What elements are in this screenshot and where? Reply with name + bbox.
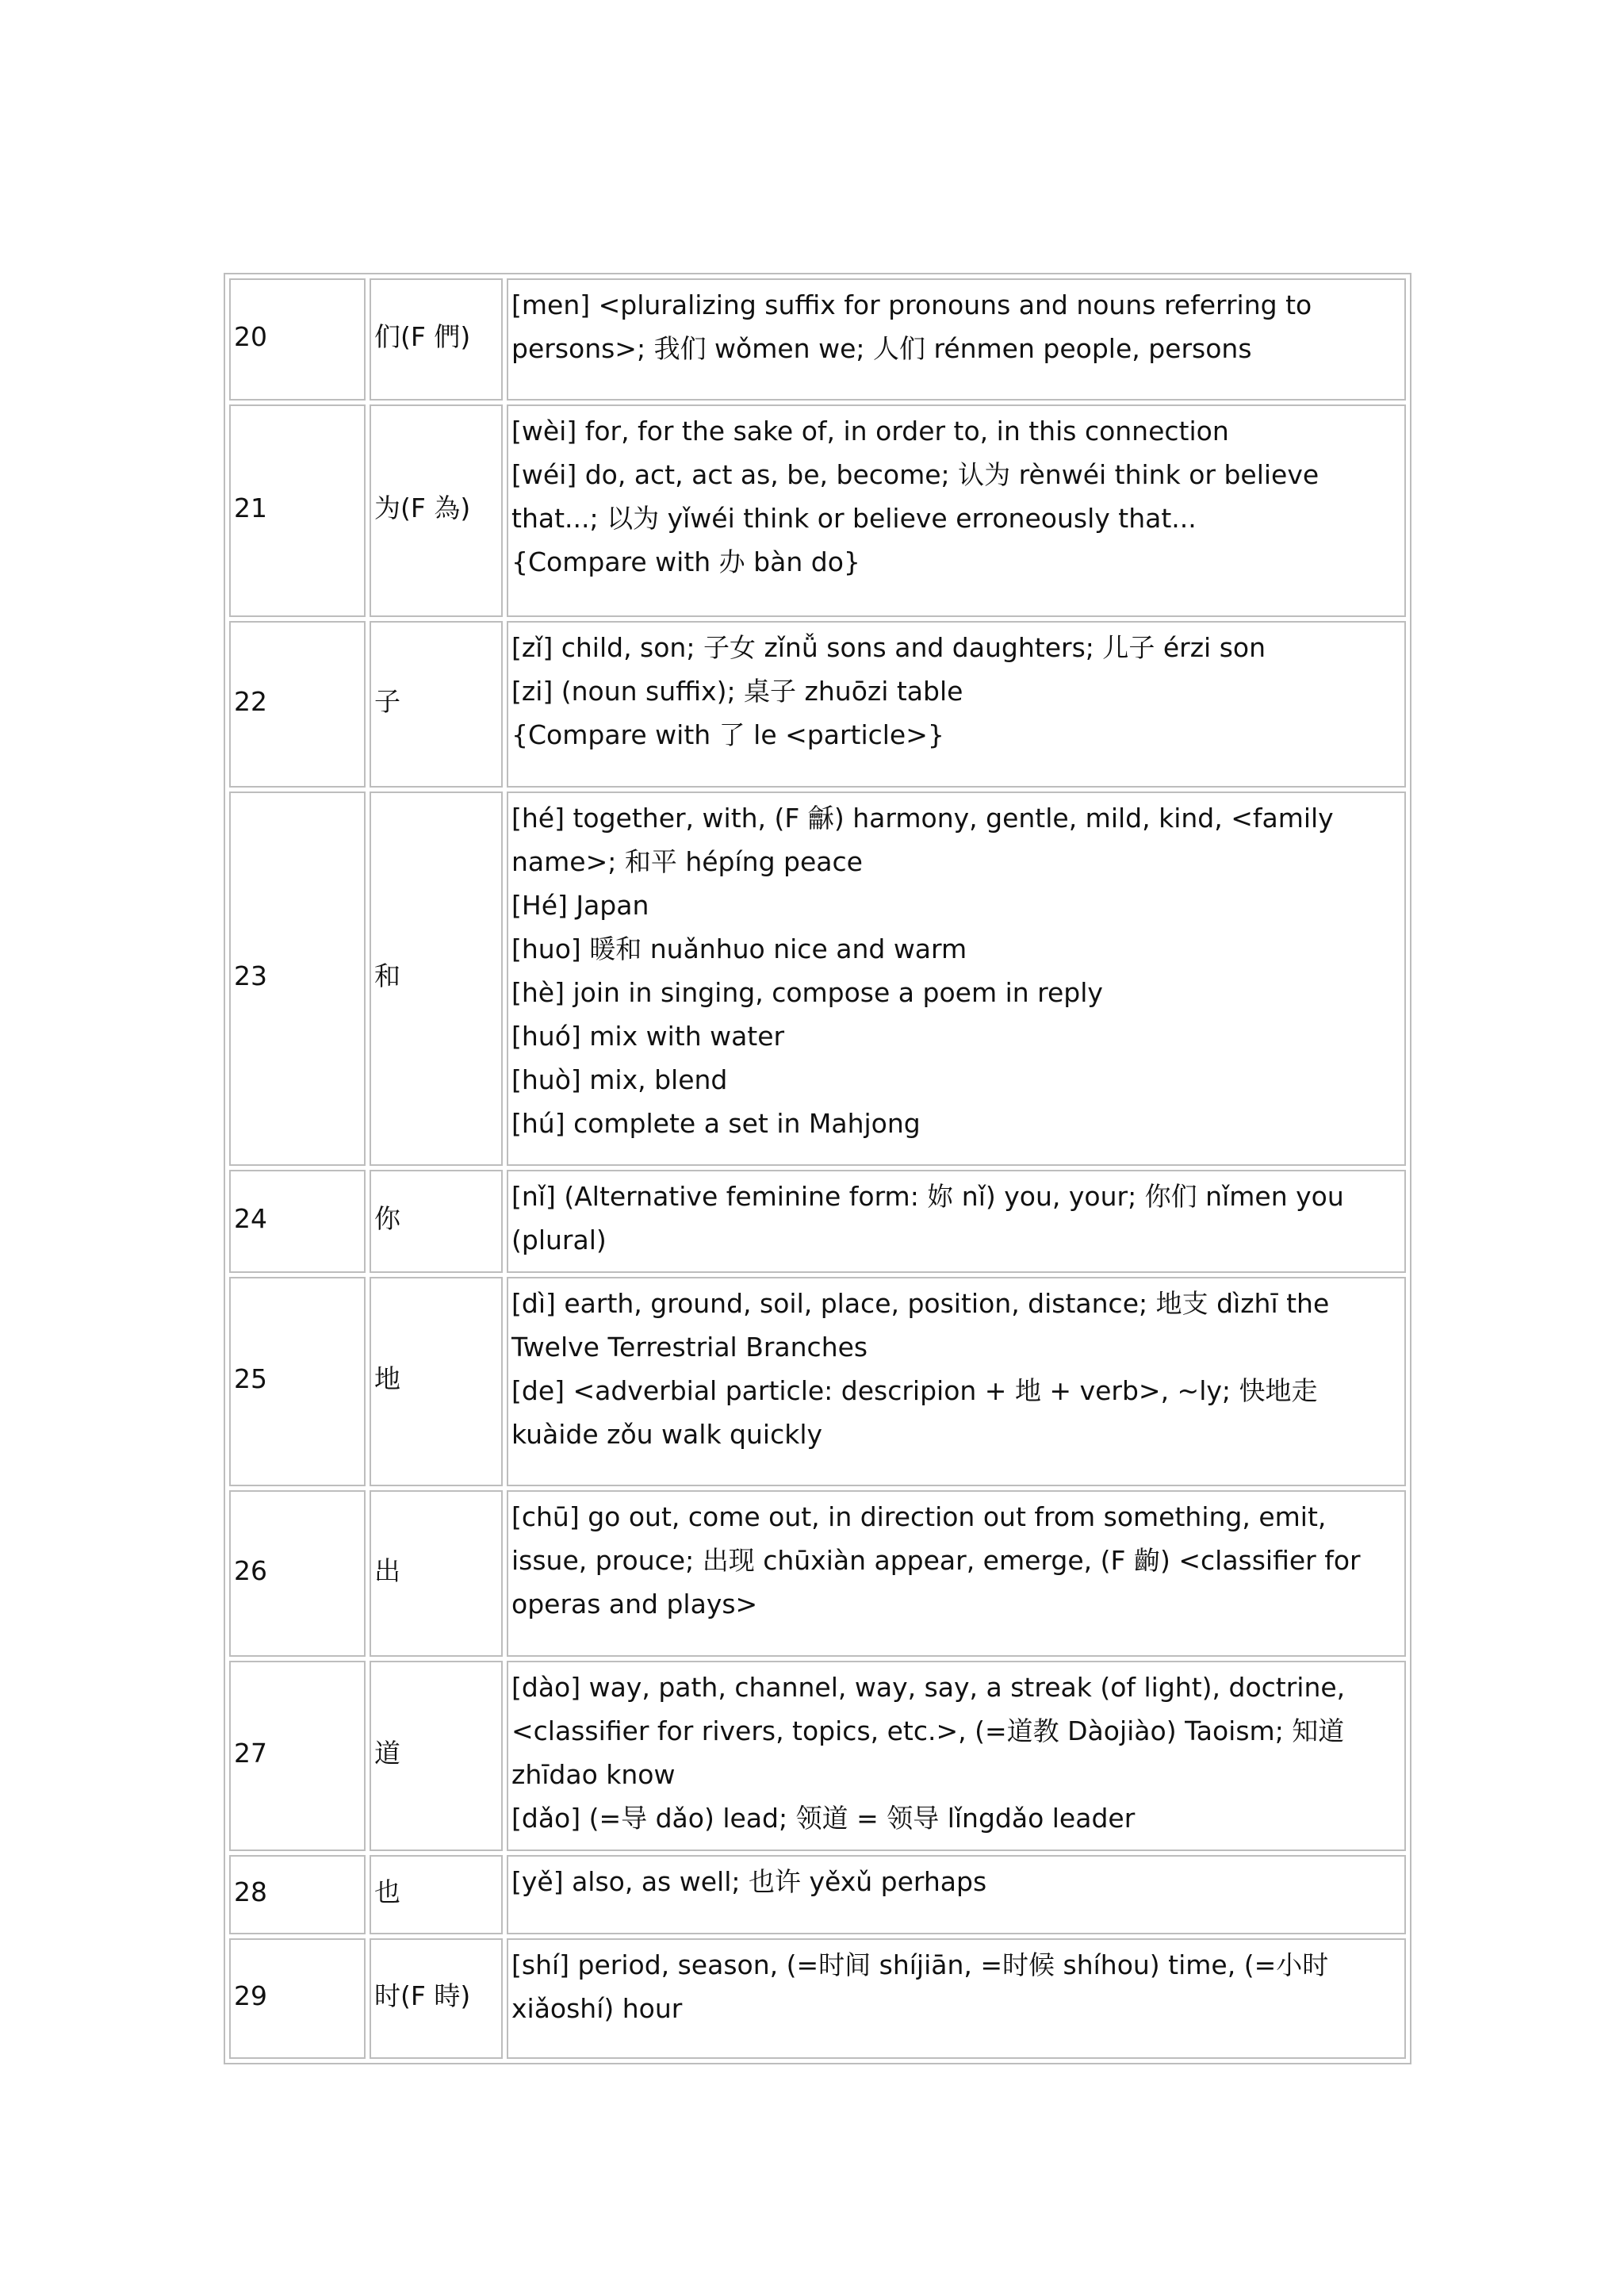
definition-line: [huó] mix with water — [511, 1021, 785, 1052]
definition-line: [zi] (noun suffix); 桌子 zhuōzi table — [511, 676, 963, 707]
definition-line: [chū] go out, come out, in direction out from something, emit, issue, prouce; 出现 chūxiàn appear, emerge, (F 齣) <classifier for operas and plays> — [511, 1501, 1361, 1619]
table-row — [229, 792, 1406, 1166]
definition-line: [hè] join in singing, compose a poem in reply — [511, 977, 1103, 1008]
entry-character: 为(F 為) — [370, 404, 503, 617]
entry-character: 出 — [370, 1490, 503, 1657]
definition-line: [zǐ] child, son; 子女 zǐnǚ sons and daughters; 儿子 érzi son — [511, 632, 1266, 663]
definition-line: [de] <adverbial particle: descripion + 地 + verb>, ~ly; 快地走 kuàide zǒu walk quickly — [511, 1375, 1318, 1450]
entry-definition — [507, 1490, 1406, 1657]
definition-line: [men] <pluralizing suffix for pronouns and nouns referring to persons>; 我们 wǒmen we; 人们 rénmen people, persons — [511, 289, 1312, 364]
entry-number: 26 — [229, 1490, 366, 1657]
entry-character: 你 — [370, 1170, 503, 1273]
table-row — [229, 278, 1406, 401]
entry-character: 地 — [370, 1277, 503, 1486]
entry-definition — [507, 792, 1406, 1166]
entry-number: 25 — [229, 1277, 366, 1486]
table-row — [229, 1490, 1406, 1657]
entry-number: 28 — [229, 1855, 366, 1934]
definition-line: [dào] way, path, channel, way, say, a streak (of light), doctrine, <classifier for rivers, topics, etc.>, (=道教 Dàojiào) Taoism; 知道 zhīdao know — [511, 1672, 1346, 1790]
entry-number: 29 — [229, 1938, 366, 2059]
definition-line: [Hé] Japan — [511, 890, 649, 921]
table-row — [229, 404, 1406, 617]
entry-number: 24 — [229, 1170, 366, 1273]
entry-character: 也 — [370, 1855, 503, 1934]
dictionary-table — [224, 273, 1411, 2064]
entry-definition — [507, 404, 1406, 617]
definition-line: [huo] 暖和 nuǎnhuo nice and warm — [511, 933, 967, 964]
definition-line: {Compare with 了 le <particle>} — [511, 719, 944, 750]
table-row — [229, 1661, 1406, 1851]
entry-number: 22 — [229, 621, 366, 788]
entry-definition — [507, 1661, 1406, 1851]
entry-character: 道 — [370, 1661, 503, 1851]
definition-line: [wéi] do, act, act as, be, become; 认为 rènwéi think or believe that...; 以为 yǐwéi think or believe erroneously that... — [511, 459, 1320, 534]
entry-definition — [507, 1855, 1406, 1934]
table-row — [229, 1170, 1406, 1273]
definition-line: [nǐ] (Alternative feminine form: 妳 nǐ) you, your; 你们 nǐmen you (plural) — [511, 1181, 1344, 1255]
entry-definition — [507, 278, 1406, 401]
definition-line: [shí] period, season, (=时间 shíjiān, =时候 shíhou) time, (=小时 xiǎoshí) hour — [511, 1949, 1329, 2024]
entry-definition — [507, 1277, 1406, 1486]
entry-character: 时(F 時) — [370, 1938, 503, 2059]
table-row — [229, 1277, 1406, 1486]
definition-line: [huò] mix, blend — [511, 1064, 728, 1095]
dictionary-table-body — [229, 278, 1406, 2059]
definition-line: {Compare with 办 bàn do} — [511, 546, 860, 577]
entry-definition — [507, 1938, 1406, 2059]
definition-line: [hé] together, with, (F 龢) harmony, gentle, mild, kind, <family name>; 和平 hépíng peace — [511, 803, 1334, 877]
entry-number: 20 — [229, 278, 366, 401]
entry-definition — [507, 1170, 1406, 1273]
entry-number: 21 — [229, 404, 366, 617]
entry-number: 23 — [229, 792, 366, 1166]
entry-character: 子 — [370, 621, 503, 788]
definition-line: [wèi] for, for the sake of, in order to, in this connection — [511, 416, 1229, 447]
entry-character: 们(F 們) — [370, 278, 503, 401]
definition-line: [hú] complete a set in Mahjong — [511, 1108, 921, 1139]
table-row — [229, 1855, 1406, 1934]
definition-line: [yě] also, as well; 也许 yěxǔ perhaps — [511, 1866, 987, 1897]
entry-number: 27 — [229, 1661, 366, 1851]
definition-line: [dǎo] (=导 dǎo) lead; 领道 = 领导 lǐngdǎo leader — [511, 1803, 1136, 1834]
table-row — [229, 621, 1406, 788]
entry-character: 和 — [370, 792, 503, 1166]
entry-definition — [507, 621, 1406, 788]
definition-line: [dì] earth, ground, soil, place, position, distance; 地支 dìzhī the Twelve Terrestrial Branches — [511, 1288, 1330, 1363]
table-row — [229, 1938, 1406, 2059]
